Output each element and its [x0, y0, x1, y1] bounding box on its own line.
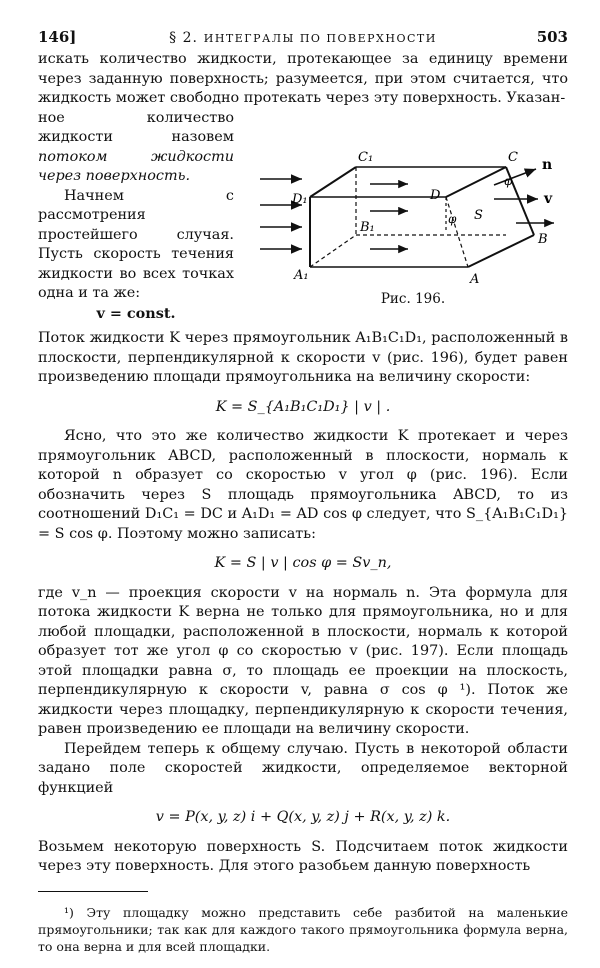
paragraph-5: где v_n — проекция скорости v на нормаль n. Эта формула для потока жидкости K верна не только для прямоугольника, но и для любой площадки, расположенной в плоскости, нормаль к которой образует тот же угол φ со скоростью v (рис. 197). Если площадь этой площадки равна σ, то площадь ее проекции на плоскость, перпендикулярную к скорости v, равна σ cos φ ¹). Поток же жидкости через площадку, перпендикулярную к скорости течения, равен произведению ее площади на величину скорости. — [38, 584, 568, 737]
label-b1: B₁ — [360, 220, 375, 235]
label-c: C — [508, 150, 518, 165]
edge-d-c — [446, 167, 506, 197]
paragraph-3: Поток жидкости K через прямоугольник A₁B₁C₁D₁, расположенный в плоскости, перпендикулярной к скорости v (рис. 196), будет равен произведению площади прямоугольника на величину скорости: — [38, 330, 568, 385]
paragraph-6: Перейдем теперь к общему случаю. Пусть в некоторой области задано поле скоростей жидкости, определяемое векторной функцией — [38, 740, 568, 796]
label-b: B — [538, 232, 548, 247]
running-header — [38, 24, 568, 50]
paragraph-2: Начнем с рассмотрения простейшего случая. Пусть скорость течения жидкости во всех точках одна и та же: — [38, 187, 234, 301]
footnote-mark: ¹) — [64, 905, 74, 920]
normal-vector — [494, 169, 536, 185]
section-title — [38, 28, 568, 46]
footnote-rule — [38, 891, 148, 892]
formula-3: v = P(x, y, z) i + Q(x, y, z) j + R(x, y, z) k. — [155, 809, 451, 825]
paragraph-1-cont — [38, 109, 234, 187]
label-a: A — [470, 272, 480, 287]
footnote-text: Эту площадку можно представить себе разбитой на маленькие прямоугольники; так как для каждого такого прямоугольника формула верна, то она верна и для всей площадки. — [38, 905, 568, 954]
page-ref-left: 146] — [38, 28, 77, 46]
edge-a1-b1 — [310, 235, 356, 267]
label-c1: C₁ — [358, 150, 374, 165]
footnote — [38, 904, 568, 955]
label-phi-bottom: φ — [448, 212, 457, 226]
page-number: 503 — [536, 28, 568, 46]
figure-caption: Рис. 196. — [380, 291, 446, 307]
section-number: § 2. — [169, 30, 198, 46]
formula-1: K = S_{A₁B₁C₁D₁} | v | . — [215, 398, 391, 415]
formula-2: K = S | v | cos φ = Sv_n, — [214, 555, 392, 571]
label-d1: D₁ — [292, 192, 308, 207]
label-v: v — [544, 191, 553, 207]
paragraph-7: Возьмем некоторую поверхность S. Подсчитаем поток жидкости через эту поверхность. Для этого разобьем данную поверхность — [38, 838, 568, 874]
label-n: n — [542, 157, 553, 173]
book-page — [38, 24, 568, 968]
figure-196 — [258, 139, 568, 309]
label-phi-top: φ — [504, 174, 513, 188]
paragraph-4: Ясно, что это же количество жидкости K протекает и через прямоугольник ABCD, расположенный в плоскости, нормаль к которой n образует со скоростью v угол φ (рис. 196). Если обозначить через S площадь прямоугольника ABCD, то из соотношений D₁C₁ = DC и A₁D₁ = AD cos φ следует, что S_{A₁B₁C₁D₁} = S cos φ. Поэтому можно записать: — [38, 428, 568, 542]
label-d: D — [430, 188, 441, 203]
edge-d-a — [446, 197, 468, 267]
label-s: S — [474, 208, 483, 223]
paragraph-1: искать количество жидкости, протекающее за единицу времени через заданную поверхность; разумеется, при этом считается, что жидкость может свободно протекать через эту поверхность. Указан- — [38, 51, 568, 106]
figure-diagram — [258, 139, 568, 289]
section-name: ИНТЕГРАЛЫ ПО ПОВЕРХНОСТИ — [203, 32, 437, 45]
formula-const: v = const. — [96, 304, 176, 322]
paragraph-1-tail: ное количество жидкости назовем — [38, 109, 234, 145]
edge-a-b — [468, 235, 534, 267]
term-flux: потоком жидкости через поверхность. — [38, 148, 234, 184]
label-a1: A₁ — [294, 268, 309, 283]
edge-d1-c1 — [310, 167, 356, 197]
